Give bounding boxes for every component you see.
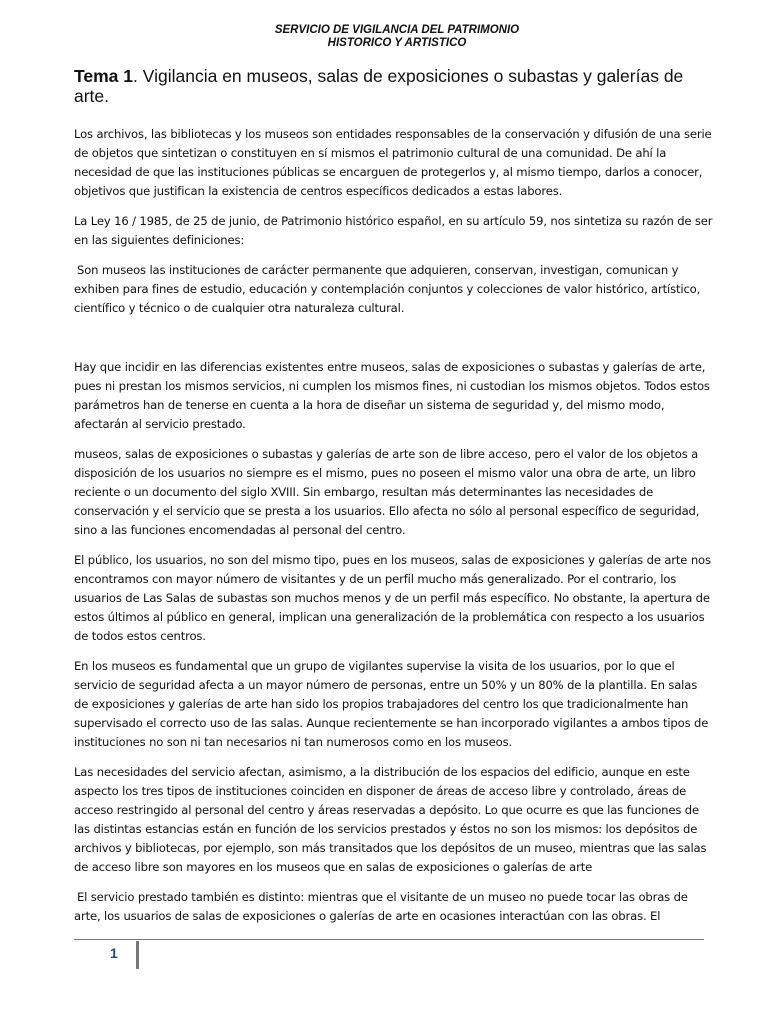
section-title xyxy=(74,66,714,106)
definition-paragraph: Son museos las instituciones de carácter permanente que adquieren, conservan, investigan, comunican y exhiben para fines de estudio, educación y contemplación conjuntos y colecciones de valor histórico, artístico, científico y técnico o de cualquier otra naturaleza cultural. xyxy=(74,263,701,315)
document-body xyxy=(74,125,714,937)
page-number: 1 xyxy=(110,945,118,961)
paragraph: Hay que incidir en las diferencias existentes entre museos, salas de exposiciones o subastas y galerías de arte, pues ni prestan los mismos servicios, ni cumplen los mismos fines, ni custodian los mismos objetos. Todos estos parámetros han de tenerse en cuenta a la hora de diseñar un sistema de seguridad y, del mismo modo, afectarán al servicio prestado. xyxy=(74,360,710,431)
paragraph: El servicio prestado también es distinto: mientras que el visitante de un museo no puede tocar las obras de arte, los usuarios de salas de exposiciones o galerías de arte en ocasiones interactúan con las obras. El xyxy=(74,890,688,923)
paragraph: En los museos es fundamental que un grupo de vigilantes supervise la visita de los usuarios, por lo que el servicio de seguridad afecta a un mayor número de personas, entre un 50% y un 80% de la plantilla. En salas de exposiciones y galerías de arte han sido los propios trabajadores del centro los que tradicionalmente han supervisado el correcto uso de las salas. Aunque recientemente se han incorporado vigilantes a ambos tipos de instituciones no son ni tan necesarios ni tan numerosos como en los museos. xyxy=(74,659,709,749)
header-line-1: SERVICIO DE VIGILANCIA DEL PATRIMONIO xyxy=(274,24,520,36)
section-title-label: Tema 1 xyxy=(74,66,134,86)
paragraph: Los archivos, las bibliotecas y los museos son entidades responsables de la conservación y difusión de una serie de objetos que sintetizan o constituyen en sí mismos el patrimonio cultural de una comunidad. De ahí la necesidad de que las instituciones públicas se encarguen de protegerlos y, al mismo tiempo, darlos a conocer, objetivos que justifican la existencia de centros específicos dedicados a estas labores. xyxy=(74,127,712,198)
header-line-2: HISTORICO Y ARTISTICO xyxy=(327,37,467,49)
paragraph: museos, salas de exposiciones o subastas y galerías de arte son de libre acceso, pero el valor de los objetos a disposición de los usuarios no siempre es el mismo, pues no poseen el mismo valor una obra de arte, un libro reciente o un documento del siglo XVIII. Sin embargo, resultan más determinantes las necesidades de conservación y el servicio que se presta a los usuarios. Ello afecta no sólo al personal específico de seguridad, sino a las funciones encomendadas al personal del centro. xyxy=(74,447,700,537)
section-title-text: . Vigilancia en museos, salas de exposiciones o subastas y galerías de arte. xyxy=(74,66,684,106)
footer-divider xyxy=(74,939,704,940)
paragraph: Las necesidades del servicio afectan, asimismo, a la distribución de los espacios del edificio, aunque en este aspecto los tres tipos de instituciones coinciden en disponer de áreas de acceso libre y controlado, áreas de acceso restringido al personal del centro y áreas reservadas a depósito. Lo que ocurre es que las funciones de las distintas estancias están en función de los servicios prestados y éstos no son los mismos: los depósitos de archivos y bibliotecas, por ejemplo, son más transitados que los depósitos de un museo, mientras que las salas de acceso libre son mayores en los museos que en salas de exposiciones o galerías de arte xyxy=(74,765,707,874)
paragraph: El público, los usuarios, no son del mismo tipo, pues en los museos, salas de exposiciones y galerías de arte nos encontramos con mayor número de visitantes y de un perfil mucho más generalizado. Por el contrario, los usuarios de Las Salas de subastas son muchos menos y de un perfil más específico. No obstante, la apertura de estos últimos al público en general, implican una generalización de la problemática con respecto a los usuarios de todos estos centros. xyxy=(74,553,711,643)
document-header xyxy=(0,24,768,50)
paragraph: La Ley 16 / 1985, de 25 de junio, de Patrimonio histórico español, en su artículo 59, nos sintetiza su razón de ser en las siguientes definiciones: xyxy=(74,214,713,247)
page-number-divider xyxy=(136,941,139,969)
